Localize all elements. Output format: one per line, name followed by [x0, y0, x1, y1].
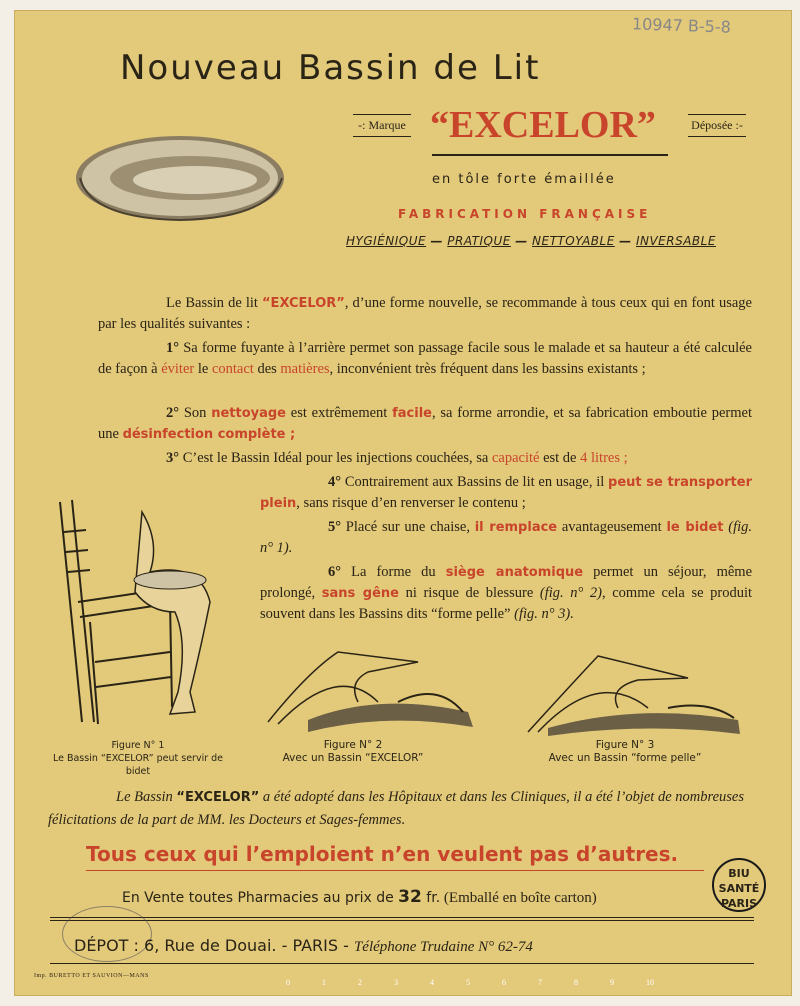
figure-3-caption: [520, 739, 730, 765]
quality-4: INVERSABLE: [635, 234, 716, 248]
point-6: 6° La forme du siège anatomique permet un séjour, même prolongé, sans gêne ni risque de blessure (fig. n° 2), comme cela se produit souvent dans les Bassins dits “forme pelle” (fig. n° 3).: [260, 564, 753, 622]
point-5: 5° Placé sur une chaise, il remplace avantageusement le bidet (fig. n° 1).: [260, 519, 753, 556]
depot-line: DÉPOT : 6, Rue de Douai. - PARIS - Téléphone Trudaine N° 62-74: [74, 936, 533, 955]
sale-line: En Vente toutes Pharmacies au prix de 32 fr. (Emballé en boîte carton): [122, 887, 597, 907]
quality-separator: —: [515, 234, 528, 248]
figure-2-label: Figure N° 2: [323, 739, 383, 751]
fabrication-line: FABRICATION FRANÇAISE: [398, 207, 652, 221]
figure-1-text: Le Bassin “EXCELOR” peut servir de bidet: [52, 753, 224, 777]
point-3: 3° C’est le Bassin Idéal pour les injections couchées, sa capacité est de 4 litres ;: [166, 450, 628, 466]
figure-3-text: Avec un Bassin “forme pelle”: [548, 752, 702, 764]
qualities-line: [346, 234, 716, 248]
quality-separator: —: [430, 234, 443, 248]
scale-ruler: 0 1 2 3 4 5 6 7 8 9 10: [286, 978, 654, 987]
marque-label: -: Marque: [353, 114, 411, 137]
slogan-underline: [86, 870, 704, 871]
figure-1-label: Figure N° 1: [111, 740, 165, 751]
figure-2-caption: [248, 739, 458, 765]
chair-figure-illustration: [50, 492, 220, 736]
point-1: 1° Sa forme fuyante à l’arrière permet son passage facile sous le malade et sa hauteur a été calculée de façon à éviter le contact des matières, inconvénient très fréquent dans les bassins existants ;: [98, 340, 752, 377]
quality-3: NETTOYABLE: [532, 234, 615, 248]
point-2: 2° Son nettoyage est extrêmement facile, sa forme arrondie, et sa fabrication emboutie permet une désinfection complète ;: [98, 405, 752, 442]
divider: [50, 917, 754, 918]
intro-paragraph: Le Bassin de lit “EXCELOR”, d’une forme nouvelle, se recommande à tous ceux qui en font usage par les qualités suivantes :: [98, 295, 752, 332]
printer-mark: Imp. BURETTO ET SAUVION—MANS: [34, 973, 149, 979]
biu-sante-stamp: BIU SANTÉ PARIS: [712, 858, 766, 912]
slogan: Tous ceux qui l’emploient n’en veulent pas d’autres.: [86, 842, 679, 866]
material-line: en tôle forte émaillée: [432, 172, 616, 187]
page-title: Nouveau Bassin de Lit: [120, 48, 541, 88]
bedpan-illustration: [70, 120, 290, 240]
quality-2: PRATIQUE: [447, 234, 511, 248]
quality-1: HYGIÉNIQUE: [346, 234, 427, 248]
figure-3-label: Figure N° 3: [595, 739, 655, 751]
deposee-label: Déposée :-: [688, 114, 746, 137]
brand-name: “EXCELOR”: [430, 104, 656, 146]
figure-3-illustration: [508, 648, 744, 736]
figure-1-caption: [40, 739, 236, 778]
figure-2-text: Avec un Bassin “EXCELOR”: [282, 752, 424, 764]
figure-2-illustration: [248, 642, 478, 734]
closing-paragraph: Le Bassin “EXCELOR” a été adopté dans les Hôpitaux et dans les Cliniques, il a été l’objet de nombreuses félicitations de la part de MM. les Docteurs et Sages-femmes.: [48, 789, 744, 828]
divider: [50, 920, 754, 921]
brand-underline: [432, 154, 668, 156]
quality-separator: —: [619, 234, 632, 248]
point-4: 4° Contrairement aux Bassins de lit en usage, il peut se transporter plein, sans risque d’en renverser le contenu ;: [260, 474, 752, 511]
catalog-number: 10947 B-5-8: [631, 14, 732, 37]
divider: [50, 963, 754, 964]
